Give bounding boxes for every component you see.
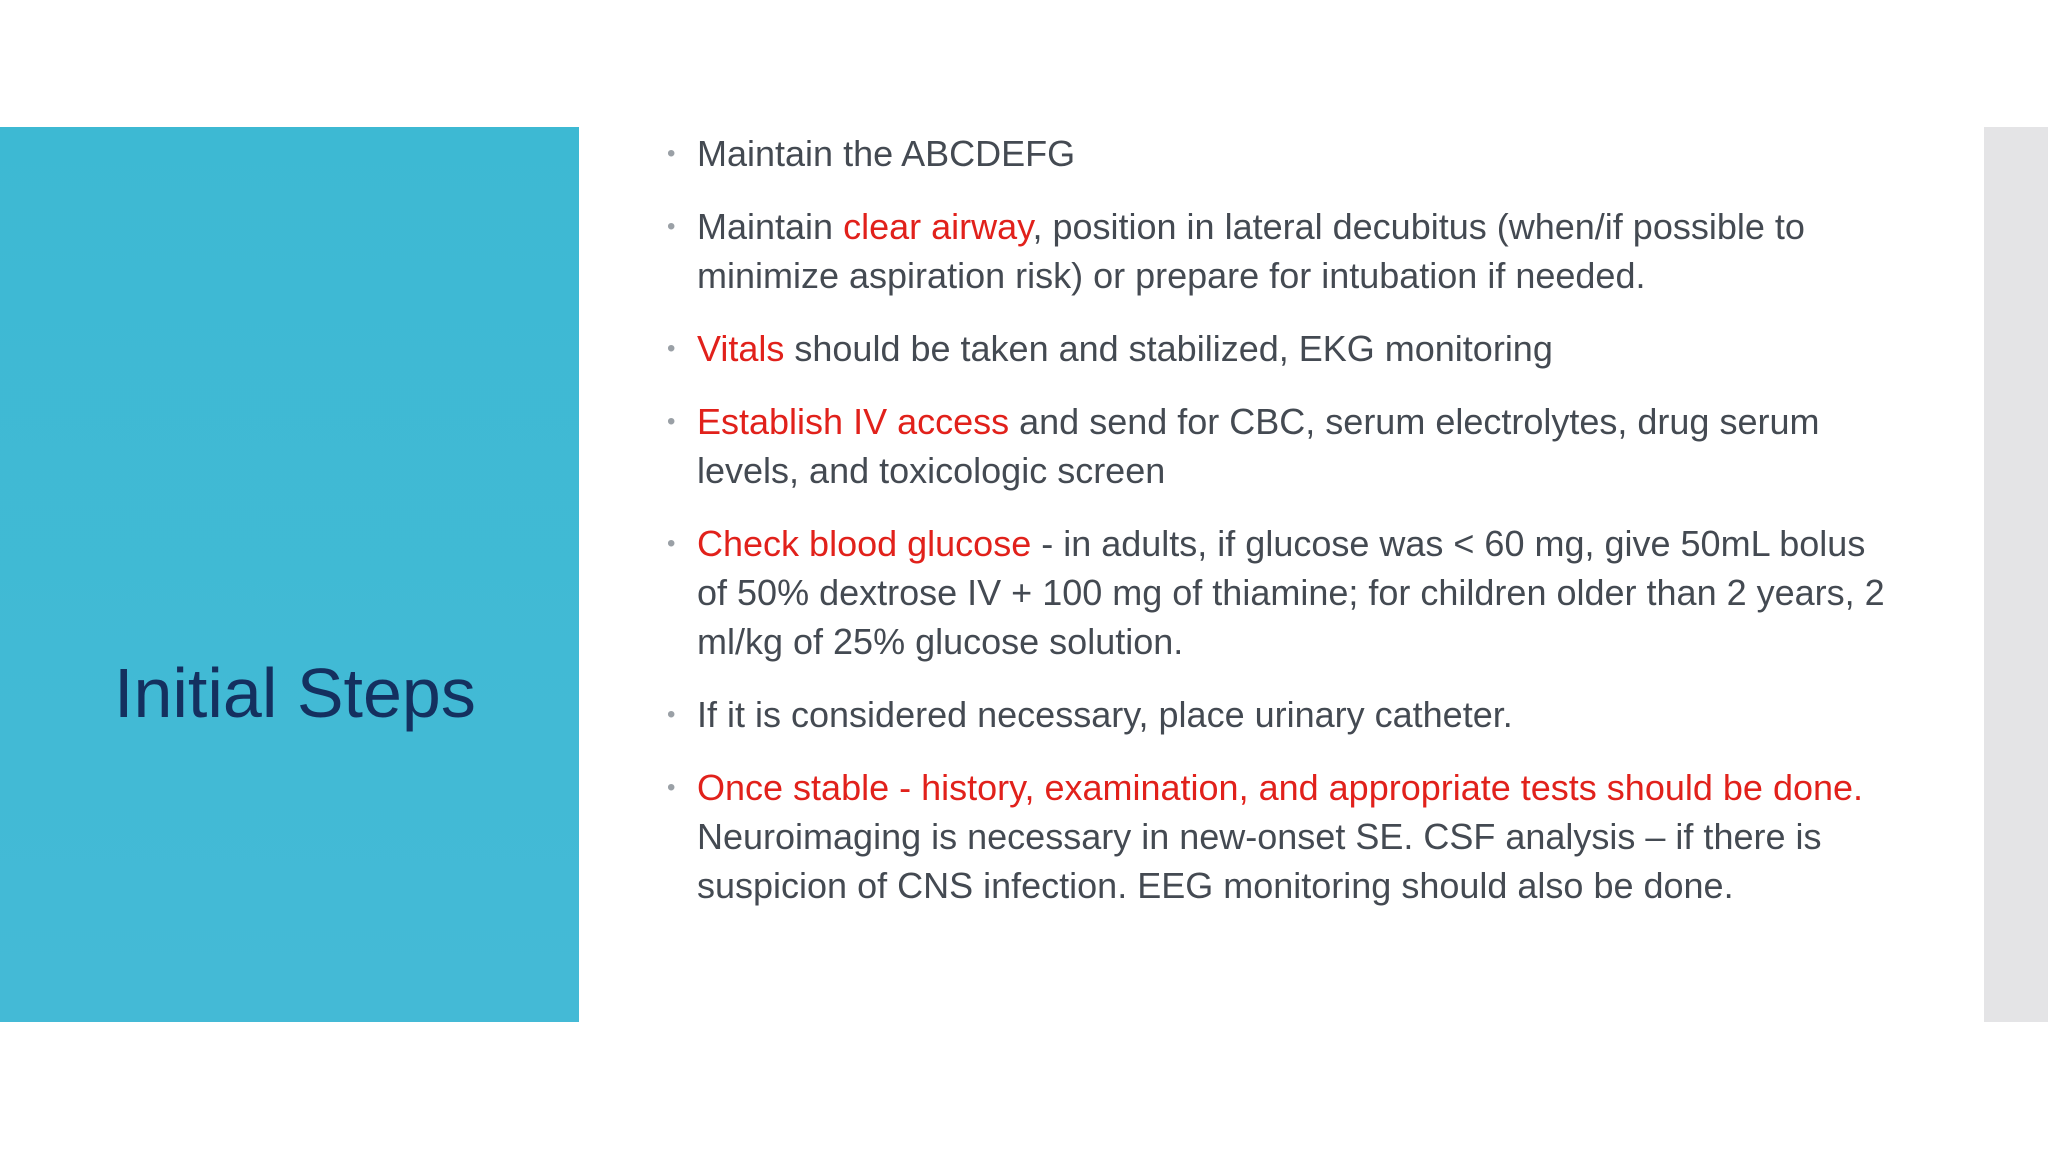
highlighted-text: Vitals bbox=[697, 328, 785, 369]
bullet-item bbox=[663, 690, 1903, 739]
bullet-item bbox=[663, 202, 1903, 300]
highlighted-text: clear airway bbox=[843, 206, 1033, 247]
bullet-dot-icon: • bbox=[667, 140, 676, 167]
side-strip bbox=[1984, 127, 2048, 1022]
highlighted-text: Once stable - history, examination, and appropriate tests should be done. bbox=[697, 767, 1864, 808]
bullet-item bbox=[663, 519, 1903, 666]
title-panel bbox=[0, 127, 579, 1022]
slide-title: Initial Steps bbox=[114, 654, 476, 732]
bullet-list bbox=[663, 127, 1903, 934]
bullet-text: If it is considered necessary, place urinary catheter. bbox=[697, 694, 1513, 735]
bullet-item bbox=[663, 763, 1903, 910]
bullet-dot-icon: • bbox=[667, 408, 676, 435]
bullet-text: - in adults, if glucose was < 60 mg, give 50mL bolus of 50% dextrose IV + 100 mg of thiamine; for children older than 2 years, 2 ml/kg of 25% glucose solution. bbox=[697, 523, 1885, 662]
bullet-text: and send for CBC, serum electrolytes, drug serum levels, and toxicologic screen bbox=[697, 401, 1820, 491]
bullet-dot-icon: • bbox=[667, 335, 676, 362]
bullet-dot-icon: • bbox=[667, 774, 676, 801]
bullet-text: , position in lateral decubitus (when/if possible to minimize aspiration risk) or prepare for intubation if needed. bbox=[697, 206, 1805, 296]
bullet-dot-icon: • bbox=[667, 701, 676, 728]
bullet-item bbox=[663, 129, 1903, 178]
bullet-item bbox=[663, 397, 1903, 495]
bullet-dot-icon: • bbox=[667, 530, 676, 557]
bullet-text: Maintain the ABCDEFG bbox=[697, 133, 1076, 174]
highlighted-text: Establish IV access bbox=[697, 401, 1010, 442]
highlighted-text: Check blood glucose bbox=[697, 523, 1032, 564]
bullet-text: should be taken and stabilized, EKG monitoring bbox=[784, 328, 1553, 369]
bullet-dot-icon: • bbox=[667, 213, 676, 240]
bullet-item bbox=[663, 324, 1903, 373]
bullet-text: Maintain bbox=[697, 206, 844, 247]
bullet-text: Neuroimaging is necessary in new-onset SE. CSF analysis – if there is suspicion of CNS infection. EEG monitoring should also be done. bbox=[697, 816, 1822, 906]
